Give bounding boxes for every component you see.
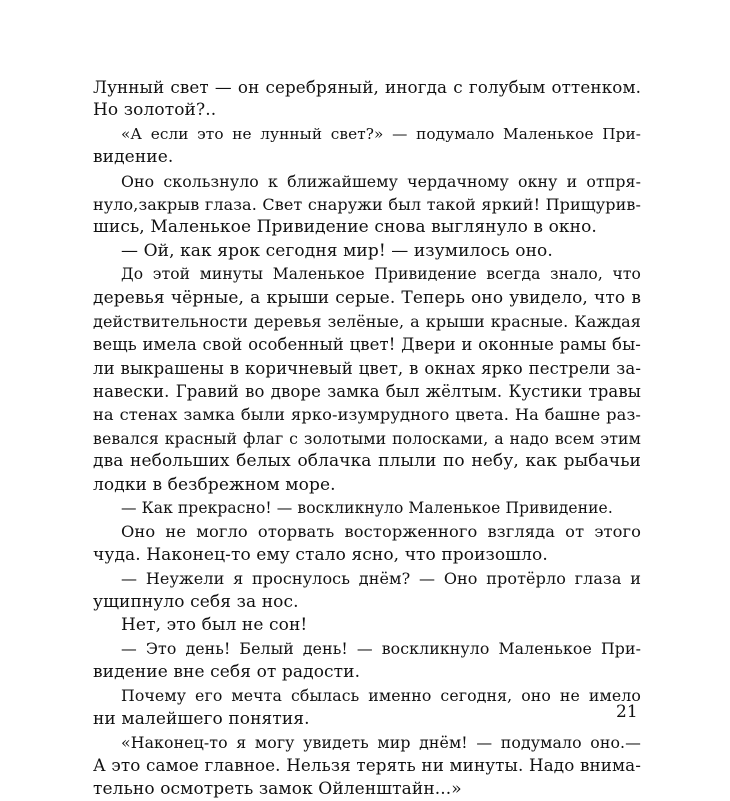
- text-line: вещь имела свой особенный цвет! Двери и оконные рамы бы-: [93, 335, 641, 355]
- text-line: вевался красный флаг с золотыми полосками, а надо всем этим: [93, 428, 641, 448]
- text-line: А это самое главное. Нельзя терять ни минуты. Надо внима-: [93, 755, 641, 776]
- text-line: деревья чёрные, а крыши серые. Теперь оно увидело, что в: [93, 287, 641, 308]
- text-line: Оно не могло оторвать восторженного взгляда от этого: [121, 522, 641, 542]
- text-line: Лунный свет — он серебряный, иногда с голубым оттенком.: [93, 77, 641, 97]
- text-line: два небольших белых облачка плыли по небу, как рыбачьи: [93, 451, 641, 472]
- page-number: 21: [616, 702, 638, 722]
- text-line: на стенах замка были ярко-изумрудного цвета. На башне раз-: [93, 405, 641, 425]
- text-line: тельно осмотреть замок Ойленштайн...»: [93, 778, 462, 799]
- text-line: Оно скользнуло к ближайшему чердачному окну и отпря-: [121, 171, 641, 191]
- text-line: «Наконец-то я могу увидеть мир днём! — подумало оно.—: [121, 732, 641, 752]
- text-line: Но золотой?..: [93, 100, 217, 121]
- text-line: шись, Маленькое Привидение снова выглянуло в окно.: [93, 217, 597, 238]
- text-line: чуда. Наконец-то ему стало ясно, что произошло.: [93, 544, 548, 565]
- text-line: нуло,закрыв глаза. Свет снаружи был такой яркий! Прищурив-: [93, 194, 641, 214]
- text-line: Нет, это был не сон!: [121, 614, 308, 635]
- text-line: ли выкрашены в коричневый цвет, в окнах ярко пестрели за-: [93, 358, 641, 378]
- text-line: «А если это не лунный свет?» — подумало Маленькое При-: [121, 124, 641, 143]
- book-page-text: [93, 76, 641, 801]
- text-line: — Как прекрасно! — воскликнуло Маленькое Привидение.: [121, 499, 613, 518]
- text-line: навески. Гравий во дворе замка был жёлтым. Кустики травы: [93, 382, 641, 402]
- text-line: До этой минуты Маленькое Привидение всегда знало, что: [121, 265, 641, 284]
- text-line: ущипнуло себя за нос.: [93, 591, 299, 612]
- text-line: — Ой, как ярок сегодня мир! — изумилось оно.: [121, 240, 553, 261]
- text-line: видение вне себя от радости.: [93, 661, 361, 682]
- text-line: видение.: [93, 147, 174, 168]
- text-line: лодки в безбрежном море.: [93, 474, 336, 495]
- text-line: — Это день! Белый день! — воскликнуло Маленькое При-: [121, 639, 641, 659]
- text-line: — Неужели я проснулось днём? — Оно протёрло глаза и: [121, 569, 641, 589]
- text-line: действительности деревья зелёные, а крыши красные. Каждая: [93, 311, 641, 331]
- text-line: Почему его мечта сбылась именно сегодня, оно не имело: [121, 686, 641, 706]
- text-line: ни малейшего понятия.: [93, 708, 310, 729]
